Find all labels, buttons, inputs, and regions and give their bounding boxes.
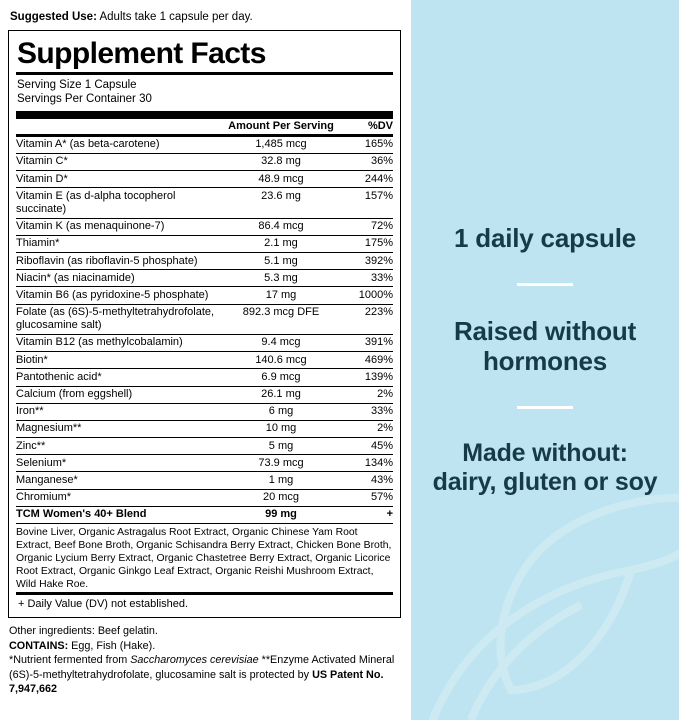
nutrient-dv: 391% [335, 334, 393, 351]
nutrient-dv: 392% [335, 253, 393, 270]
nutrient-name: Vitamin B6 (as pyridoxine-5 phosphate) [16, 287, 227, 304]
servings-per-container: Servings Per Container 30 [17, 93, 152, 106]
table-row [16, 253, 393, 270]
nutrient-name: Riboflavin (as riboflavin-5 phosphate) [16, 253, 227, 270]
nutrition-table [16, 118, 393, 592]
nutrient-amount: 32.8 mg [227, 153, 335, 170]
contains-text: Egg, Fish (Hake). [68, 639, 156, 652]
claim-divider [517, 406, 573, 409]
suggested-use-label: Suggested Use: [10, 11, 97, 23]
supplement-facts-title: Supplement Facts [17, 36, 266, 70]
nutrient-amount: 9.4 mcg [227, 334, 335, 351]
table-row [16, 270, 393, 287]
nutrient-name: Vitamin K (as menaquinone-7) [16, 218, 227, 235]
blend-description-row [16, 524, 393, 593]
table-row [16, 171, 393, 188]
nutrient-amount: 73.9 mcg [227, 455, 335, 472]
table-header-row [16, 118, 393, 135]
nutrient-dv: 43% [335, 472, 393, 489]
claim-text: Made without: dairy, gluten or soy [432, 439, 658, 497]
title-divider [16, 72, 393, 75]
nutrient-amount: 48.9 mcg [227, 171, 335, 188]
nutrient-dv: 33% [335, 403, 393, 420]
nutrient-dv: 45% [335, 438, 393, 455]
nutrient-dv: 2% [335, 386, 393, 403]
nutrient-footnote-suffix: **Enzyme Activated Mineral [258, 654, 395, 667]
nutrient-dv: 134% [335, 455, 393, 472]
table-row [16, 386, 393, 403]
nutrient-amount: 17 mg [227, 287, 335, 304]
table-row [16, 352, 393, 369]
blend-description: Bovine Liver, Organic Astragalus Root Extract, Organic Chinese Yam Root Extract, Beef Bone Broth, Organic Schisandra Berry Extract, Chicken Bone Broth, Organic Lycium Berry Extract, Organic Chastetree Berry Extract, Organic Licorice Root Extract, Organic Ginkgo Leaf Extract, Organic Reishi Mushroom Extract, Wild Hake Roe. [16, 524, 393, 593]
table-row [16, 153, 393, 170]
header-blank [16, 118, 227, 135]
nutrient-name: Magnesium** [16, 420, 227, 437]
supplement-facts-panel [8, 30, 401, 618]
nutrient-name: Vitamin E (as d-alpha tocopherol succinate) [16, 188, 227, 218]
claim-text: Raised without hormones [453, 315, 637, 377]
nutrient-name: Calcium (from eggshell) [16, 386, 227, 403]
nutrient-name: Vitamin A* (as beta-carotene) [16, 135, 227, 153]
nutrient-dv: 157% [335, 188, 393, 218]
table-row [16, 135, 393, 153]
nutrient-amount: 26.1 mg [227, 386, 335, 403]
table-row [16, 438, 393, 455]
claim-item [429, 316, 661, 376]
nutrient-name: Iron** [16, 403, 227, 420]
table-row [16, 188, 393, 218]
blend-row [16, 506, 393, 523]
nutrient-footnote [9, 653, 401, 668]
nutrient-amount: 1,485 mcg [227, 135, 335, 153]
table-row [16, 304, 393, 334]
blend-name: TCM Women's 40+ Blend [16, 506, 227, 523]
table-row [16, 472, 393, 489]
claim-divider [517, 283, 573, 286]
nutrient-name: Folate (as (6S)-5-methyltetrahydrofolate, glucosamine salt) [16, 304, 227, 334]
nutrient-dv: 2% [335, 420, 393, 437]
nutrient-dv: 72% [335, 218, 393, 235]
claim-text: 1 daily capsule [454, 222, 636, 253]
nutrient-footnote-prefix: *Nutrient fermented from [9, 654, 131, 667]
nutrient-amount: 140.6 mcg [227, 352, 335, 369]
table-row [16, 218, 393, 235]
claims-panel [411, 0, 679, 720]
nutrient-amount: 5 mg [227, 438, 335, 455]
nutrient-name: Selenium* [16, 455, 227, 472]
nutrient-amount: 10 mg [227, 420, 335, 437]
nutrient-amount: 23.6 mg [227, 188, 335, 218]
table-row [16, 489, 393, 506]
nutrient-amount: 1 mg [227, 472, 335, 489]
suggested-use [10, 10, 401, 25]
claim-item [454, 223, 636, 253]
nutrient-dv: 469% [335, 352, 393, 369]
table-row [16, 455, 393, 472]
table-row [16, 235, 393, 252]
nutrient-dv: 165% [335, 135, 393, 153]
nutrient-amount: 5.1 mg [227, 253, 335, 270]
claims-content [411, 0, 679, 720]
patent-footnote [9, 668, 401, 697]
header-amount: Amount Per Serving [227, 118, 335, 135]
blend-amount: 99 mg [227, 506, 335, 523]
nutrient-name: Thiamin* [16, 235, 227, 252]
patent-number: US Patent No. 7,947,662 [9, 668, 384, 696]
serving-size: Serving Size 1 Capsule [17, 78, 137, 91]
nutrient-name: Biotin* [16, 352, 227, 369]
nutrient-name: Zinc** [16, 438, 227, 455]
footnotes [8, 624, 401, 697]
table-row [16, 420, 393, 437]
contains-label: CONTAINS: [9, 639, 69, 652]
table-row [16, 369, 393, 386]
nutrient-amount: 86.4 mcg [227, 218, 335, 235]
suggested-use-text: Adults take 1 capsule per day. [96, 11, 253, 23]
nutrient-name: Manganese* [16, 472, 227, 489]
nutrient-dv: 1000% [335, 287, 393, 304]
nutrient-amount: 6.9 mcg [227, 369, 335, 386]
table-row [16, 287, 393, 304]
nutrient-name: Vitamin C* [16, 153, 227, 170]
claim-item [429, 439, 661, 497]
nutrient-name: Chromium* [16, 489, 227, 506]
nutrient-name: Pantothenic acid* [16, 369, 227, 386]
nutrient-dv: 36% [335, 153, 393, 170]
patent-footnote-text: (6S)-5-methyltetrahydrofolate, glucosamine salt is protected by [9, 668, 313, 681]
nutrient-amount: 5.3 mg [227, 270, 335, 287]
header-dv: %DV [335, 118, 393, 135]
nutrient-amount: 892.3 mcg DFE [227, 304, 335, 334]
other-ingredients: Other ingredients: Beef gelatin. [9, 625, 158, 637]
nutrient-name: Vitamin D* [16, 171, 227, 188]
nutrient-name: Niacin* (as niacinamide) [16, 270, 227, 287]
nutrient-dv: 223% [335, 304, 393, 334]
table-row [16, 334, 393, 351]
dv-footnote: + Daily Value (DV) not established. [16, 592, 393, 612]
nutrient-dv: 139% [335, 369, 393, 386]
nutrient-dv: 244% [335, 171, 393, 188]
nutrient-amount: 6 mg [227, 403, 335, 420]
header-divider [16, 111, 393, 118]
contains-statement [9, 639, 401, 654]
nutrient-dv: 33% [335, 270, 393, 287]
nutrient-footnote-organism: Saccharomyces cerevisiae [130, 654, 259, 667]
nutrient-name: Vitamin B12 (as methylcobalamin) [16, 334, 227, 351]
nutrient-amount: 2.1 mg [227, 235, 335, 252]
table-row [16, 403, 393, 420]
nutrient-dv: 175% [335, 235, 393, 252]
blend-dv: + [335, 506, 393, 523]
nutrient-amount: 20 mcg [227, 489, 335, 506]
nutrient-dv: 57% [335, 489, 393, 506]
